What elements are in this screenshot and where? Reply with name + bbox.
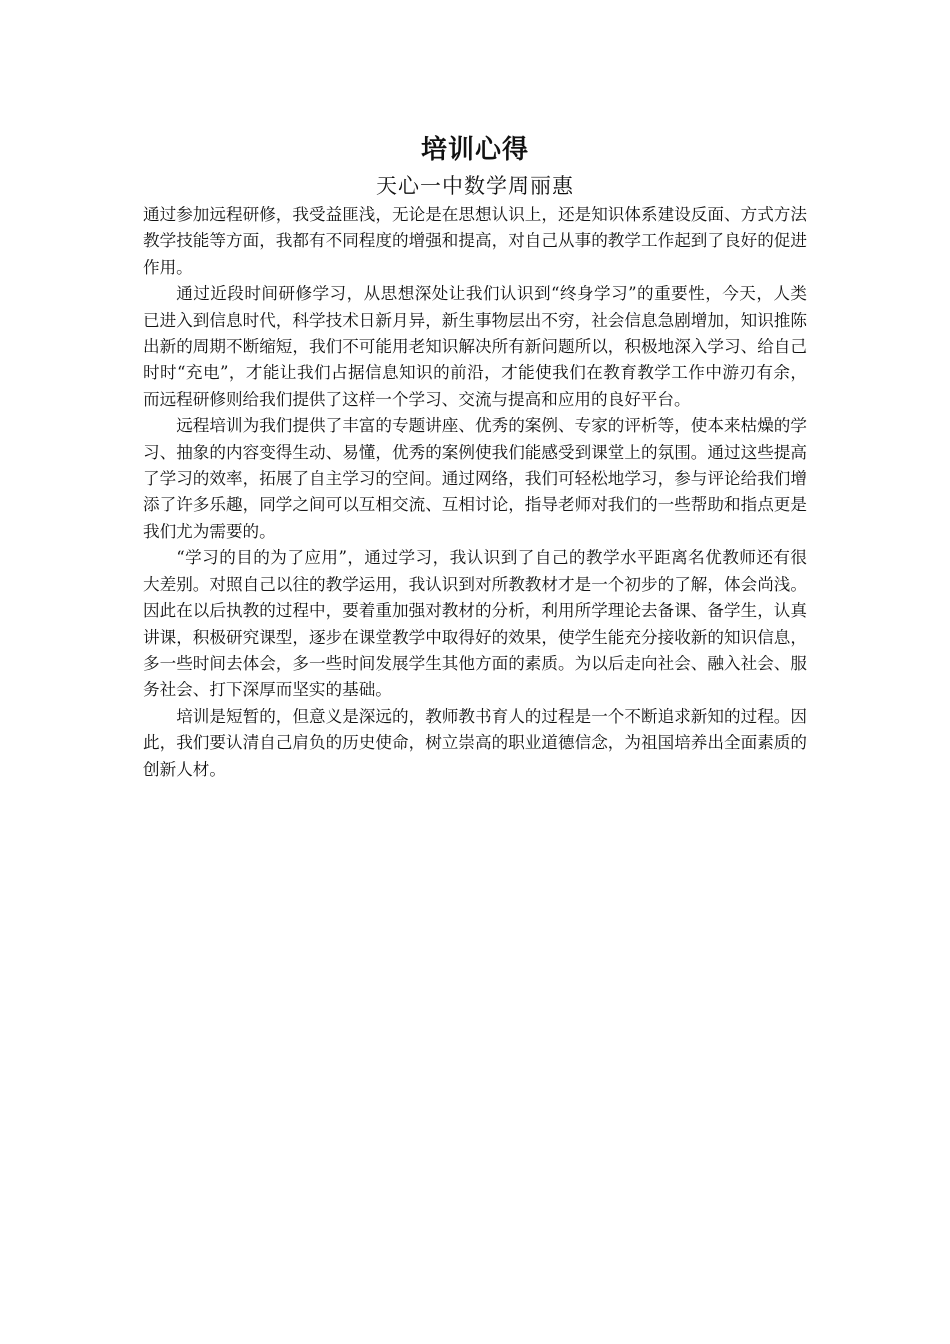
paragraph-2: 通过近段时间研修学习，从思想深处让我们认识到“终身学习”的重要性，今天，人类已进入到信息时代，科学技术日新月异，新生事物层出不穷，社会信息急剧增加，知识推陈出新的周期不断缩短，我们不可能用老知识解决所有新问题所以，积极地深入学习、给自己时时“充电”，才能让我们占据信息知识的前沿，才能使我们在教育教学工作中游刃有余，而远程研修则给我们提供了这样一个学习、交流与提高和应用的良好平台。 — [143, 284, 807, 409]
paragraph-3: 远程培训为我们提供了丰富的专题讲座、优秀的案例、专家的评析等，使本来枯燥的学习、抽象的内容变得生动、易懂，优秀的案例使我们能感受到课堂上的氛围。通过这些提高了学习的效率，拓展了自主学习的空间。通过网络，我们可轻松地学习，参与评论给我们增添了许多乐趣，同学之间可以互相交流、互相讨论，指导老师对我们的一些帮助和指点更是我们尤为需要的。 — [143, 416, 807, 541]
document-title: 培训心得 — [420, 135, 529, 165]
author-line: 天心一中数学周丽惠 — [376, 174, 574, 198]
paragraph-4: “学习的目的为了应用”，通过学习，我认识到了自己的教学水平距离名优教师还有很大差别。对照自己以往的教学运用，我认识到对所教教材才是一个初步的了解，体会尚浅。因此在以后执教的过程中，要着重加强对教材的分析，利用所学理论去备课、备学生，认真讲课，积极研究课型，逐步在课堂教学中取得好的效果，使学生能充分接收新的知识信息，多一些时间去体会，多一些时间发展学生其他方面的素质。为以后走向社会、融入社会、服务社会、打下深厚而坚实的基础。 — [143, 548, 807, 700]
paragraph-5: 培训是短暂的，但意义是深远的，教师教书育人的过程是一个不断追求新知的过程。因此，我们要认清自己肩负的历史使命，树立崇高的职业道德信念，为祖国培养出全面素质的创新人材。 — [143, 706, 807, 779]
paragraph-1: 通过参加远程研修，我受益匪浅，无论是在思想认识上，还是知识体系建设反面、方式方法教学技能等方面，我都有不同程度的增强和提高，对自己从事的教学工作起到了良好的促进作用。 — [143, 205, 807, 277]
document-body — [143, 130, 807, 783]
